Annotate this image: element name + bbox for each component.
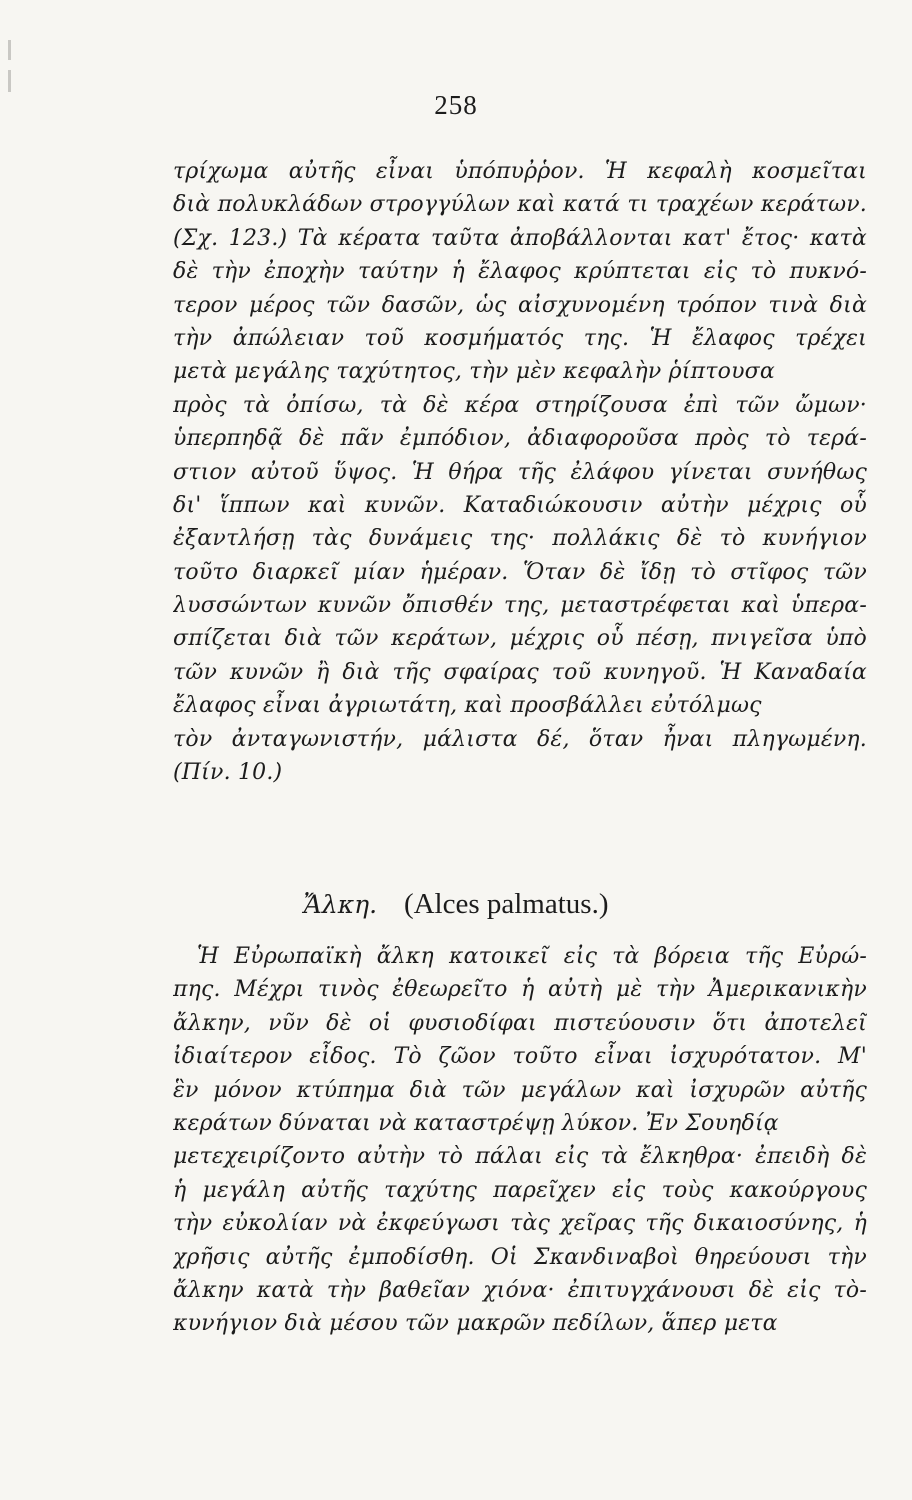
text-line: (Σχ. 123.) Τὰ κέρατα ταῦτα ἀποβάλλονται κατ' ἔτος· κατὰ bbox=[173, 225, 867, 251]
text-line: τὴν εὐκολίαν νὰ ἐκφεύγωσι τὰς χεῖρας τῆς δικαιοσύνης, ἡ bbox=[173, 1211, 867, 1237]
section-heading bbox=[0, 887, 912, 921]
paragraph-deer bbox=[173, 155, 867, 789]
text-line: ἔλαφος εἶναι ἀγριωτάτη, καὶ προσβάλλει εὐτόλμως bbox=[173, 693, 762, 719]
text-line: πρὸς τὰ ὀπίσω, τὰ δὲ κέρα στηρίζουσα ἐπὶ τῶν ὤμων· bbox=[173, 392, 867, 418]
text-line: ἰδιαίτερον εἶδος. Τὸ ζῶον τοῦτο εἶναι ἰσχυρότατον. Μ' bbox=[173, 1044, 867, 1070]
text-line: μετὰ μεγάλης ταχύτητος, τὴν μὲν κεφαλὴν ῥίπτουσα bbox=[173, 359, 775, 385]
text-line: δὲ τὴν ἐποχὴν ταύτην ἡ ἔλαφος κρύπτεται εἰς τὸ πυκνό- bbox=[173, 259, 867, 285]
text-line: ἄλκην κατὰ τὴν βαθεῖαν χιόνα· ἐπιτυγχάνουσι δὲ εἰς τὸ- bbox=[173, 1277, 867, 1303]
text-line: ἄλκην, νῦν δὲ οἱ φυσιοδίφαι πιστεύουσιν ὅτι ἀποτελεῖ bbox=[173, 1010, 867, 1036]
heading-greek: Ἄλκη. bbox=[303, 890, 378, 919]
text-line: κεράτων δύναται νὰ καταστρέψῃ λύκον. Ἐν Σουηδίᾳ bbox=[173, 1110, 779, 1136]
text-line: σπίζεται διὰ τῶν κεράτων, μέχρις οὗ πέσῃ, πνιγεῖσα ὑπὸ bbox=[173, 626, 867, 652]
text-line: τερον μέρος τῶν δασῶν, ὡς αἰσχυνομένη τρόπον τινὰ διὰ bbox=[173, 292, 867, 318]
paragraph-elk bbox=[173, 940, 867, 1341]
page-number: 258 bbox=[434, 90, 478, 120]
text-line: δι' ἵππων καὶ κυνῶν. Καταδιώκουσιν αὐτὴν μέχρις οὗ bbox=[173, 492, 867, 518]
text-line: πης. Μέχρι τινὸς ἐθεωρεῖτο ἡ αὐτὴ μὲ τὴν Ἀμερικανικὴν bbox=[173, 977, 867, 1003]
text-line: λυσσώντων κυνῶν ὄπισθέν της, μεταστρέφεται καὶ ὑπερα- bbox=[173, 593, 867, 619]
text-line: ἓν μόνον κτύπημα διὰ τῶν μεγάλων καὶ ἰσχυρῶν αὐτῆς bbox=[173, 1077, 867, 1103]
text-line: (Πίν. 10.) bbox=[173, 760, 283, 786]
text-line: ἡ μεγάλη αὐτῆς ταχύτης παρεῖχεν εἰς τοὺς κακούργους bbox=[173, 1177, 867, 1203]
text-line: τῶν κυνῶν ἢ διὰ τῆς σφαίρας τοῦ κυνηγοῦ. Ἡ Καναδαία bbox=[173, 659, 867, 685]
text-line: μετεχειρίζοντο αὐτὴν τὸ πάλαι εἰς τὰ ἔλκηθρα· ἐπειδὴ δὲ bbox=[173, 1144, 867, 1170]
text-line: χρῆσις αὐτῆς ἐμποδίσθη. Οἱ Σκανδιναβοὶ θηρεύουσι τὴν bbox=[173, 1244, 867, 1270]
text-line: τὴν ἀπώλειαν τοῦ κοσμήματός της. Ἡ ἔλαφος τρέχει bbox=[173, 325, 867, 351]
text-line: ἐξαντλήσῃ τὰς δυνάμεις της· πολλάκις δὲ τὸ κυνήγιον bbox=[173, 526, 867, 552]
page-edge-mark bbox=[8, 40, 11, 60]
text-line: Ἡ Εὐρωπαϊκὴ ἄλκη κατοικεῖ εἰς τὰ βόρεια τῆς Εὐρώ- bbox=[197, 944, 867, 969]
text-line: τοῦτο διαρκεῖ μίαν ἡμέραν. Ὅταν δὲ ἴδῃ τὸ στῖφος τῶν bbox=[173, 559, 867, 585]
text-line: τὸν ἀνταγωνιστήν, μάλιστα δέ, ὅταν ἦναι πληγωμένη. bbox=[173, 726, 867, 752]
text-line: κυνήγιον διὰ μέσου τῶν μακρῶν πεδίλων, ἅπερ μετα bbox=[173, 1311, 778, 1337]
heading-latin: (Alces palmatus.) bbox=[403, 888, 609, 920]
text-line: ὑπερπηδᾷ δὲ πᾶν ἐμπόδιον, ἀδιαφοροῦσα πρὸς τὸ τερά- bbox=[173, 426, 867, 452]
text-line: στιον αὐτοῦ ὕψος. Ἡ θήρα τῆς ἐλάφου γίνεται συνήθως bbox=[173, 459, 867, 485]
page-edge-mark bbox=[8, 70, 11, 92]
text-line: τρίχωμα αὐτῆς εἶναι ὑπόπυῤῥον. Ἡ κεφαλὴ κοσμεῖται bbox=[173, 159, 867, 184]
text-line: διὰ πολυκλάδων στρογγύλων καὶ κατά τι τραχέων κεράτων. bbox=[173, 192, 867, 218]
